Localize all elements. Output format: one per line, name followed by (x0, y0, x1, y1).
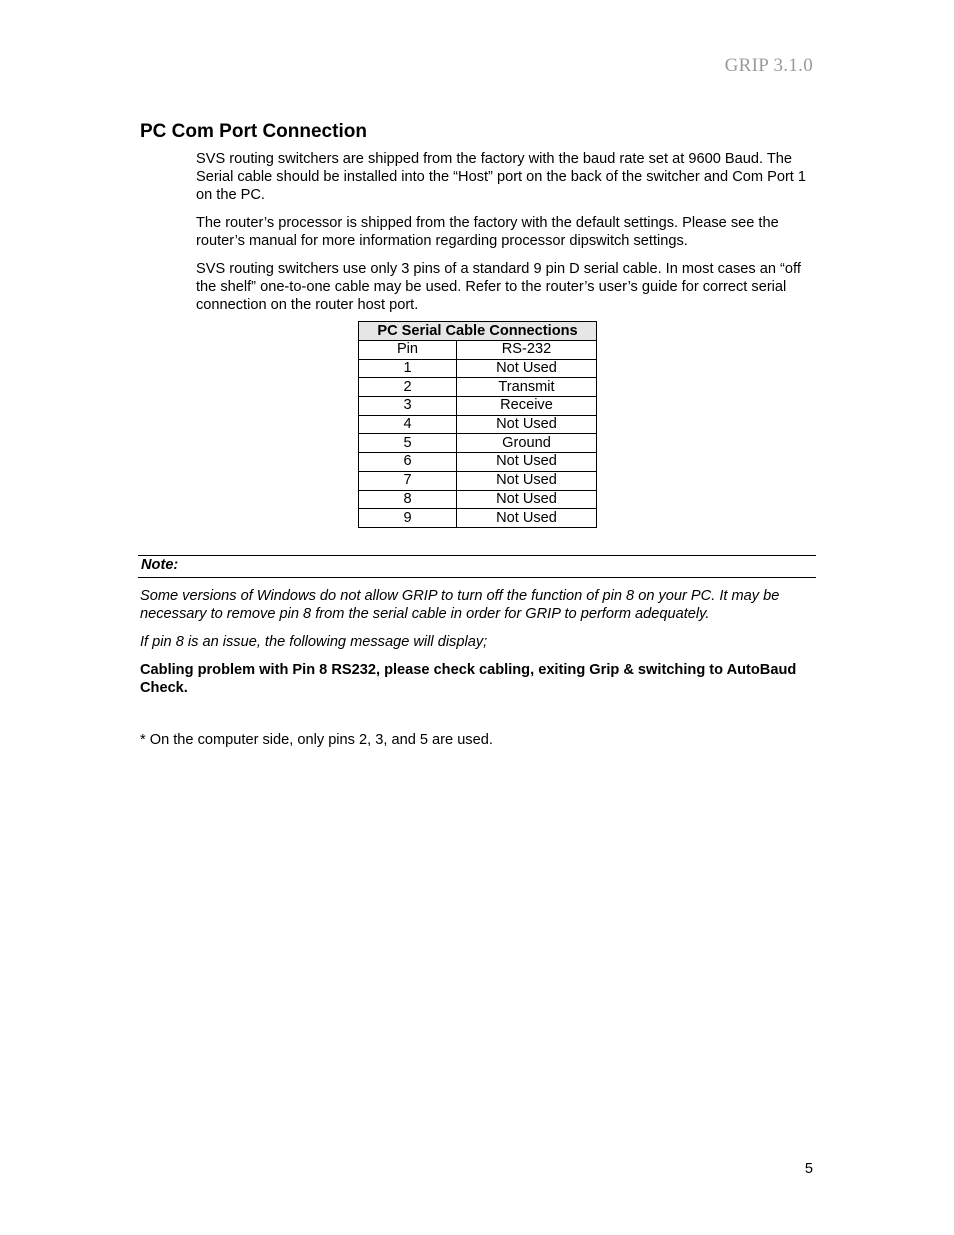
note-label: Note: (141, 557, 179, 573)
signal-cell: Not Used (457, 471, 597, 490)
pin-cell: 3 (359, 397, 457, 416)
paragraph: SVS routing switchers are shipped from the factory with the baud rate set at 9600 Baud. The Serial cable should be installed into the “Host” port on the back of the switcher and Com Port 1 on the PC. (196, 151, 807, 203)
pin-cell: 9 (359, 509, 457, 528)
table-row (359, 397, 597, 416)
section-body (196, 150, 816, 324)
paragraph: SVS routing switchers use only 3 pins of a standard 9 pin D serial cable. In most cases an “off the shelf” one-to-one cable may be used. Refer to the router’s user’s guide for correct serial connection on the router host port. (196, 261, 801, 313)
section-title: PC Com Port Connection (140, 121, 367, 142)
table-row (359, 471, 597, 490)
column-header-rs232: RS-232 (457, 341, 597, 360)
signal-cell: Not Used (457, 490, 597, 509)
serial-cable-table (358, 321, 597, 528)
note-text: If pin 8 is an issue, the following message will display; (140, 634, 488, 650)
pin-cell: 2 (359, 378, 457, 397)
note-text: Some versions of Windows do not allow GRIP to turn off the function of pin 8 on your PC. It may be necessary to remove pin 8 from the serial cable in order for GRIP to perform adequately. (140, 588, 780, 622)
table-header-row (359, 341, 597, 360)
page-number: 5 (804, 1161, 813, 1177)
signal-cell: Transmit (457, 378, 597, 397)
signal-cell: Not Used (457, 359, 597, 378)
pin-cell: 1 (359, 359, 457, 378)
table-row (359, 453, 597, 472)
note-body (140, 587, 816, 707)
signal-cell: Not Used (457, 415, 597, 434)
pin-cell: 8 (359, 490, 457, 509)
pin-cell: 7 (359, 471, 457, 490)
table-row (359, 359, 597, 378)
footnote: * On the computer side, only pins 2, 3, and 5 are used. (140, 732, 493, 748)
signal-cell: Not Used (457, 509, 597, 528)
signal-cell: Not Used (457, 453, 597, 472)
note-divider-bottom (138, 577, 816, 578)
table-row (359, 415, 597, 434)
pin-cell: 4 (359, 415, 457, 434)
column-header-pin: Pin (359, 341, 457, 360)
error-message: Cabling problem with Pin 8 RS232, please check cabling, exiting Grip & switching to AutoBaud Check. (140, 662, 797, 696)
table-row (359, 434, 597, 453)
note-divider-top (138, 555, 816, 556)
table-caption: PC Serial Cable Connections (359, 322, 597, 341)
table-row (359, 490, 597, 509)
signal-cell: Ground (457, 434, 597, 453)
table-row (359, 509, 597, 528)
pin-cell: 6 (359, 453, 457, 472)
paragraph: The router’s processor is shipped from the factory with the default settings. Please see the router’s manual for more information regarding processor dipswitch settings. (196, 215, 779, 249)
signal-cell: Receive (457, 397, 597, 416)
pin-cell: 5 (359, 434, 457, 453)
document-version: GRIP 3.1.0 (724, 55, 813, 76)
table-row (359, 378, 597, 397)
